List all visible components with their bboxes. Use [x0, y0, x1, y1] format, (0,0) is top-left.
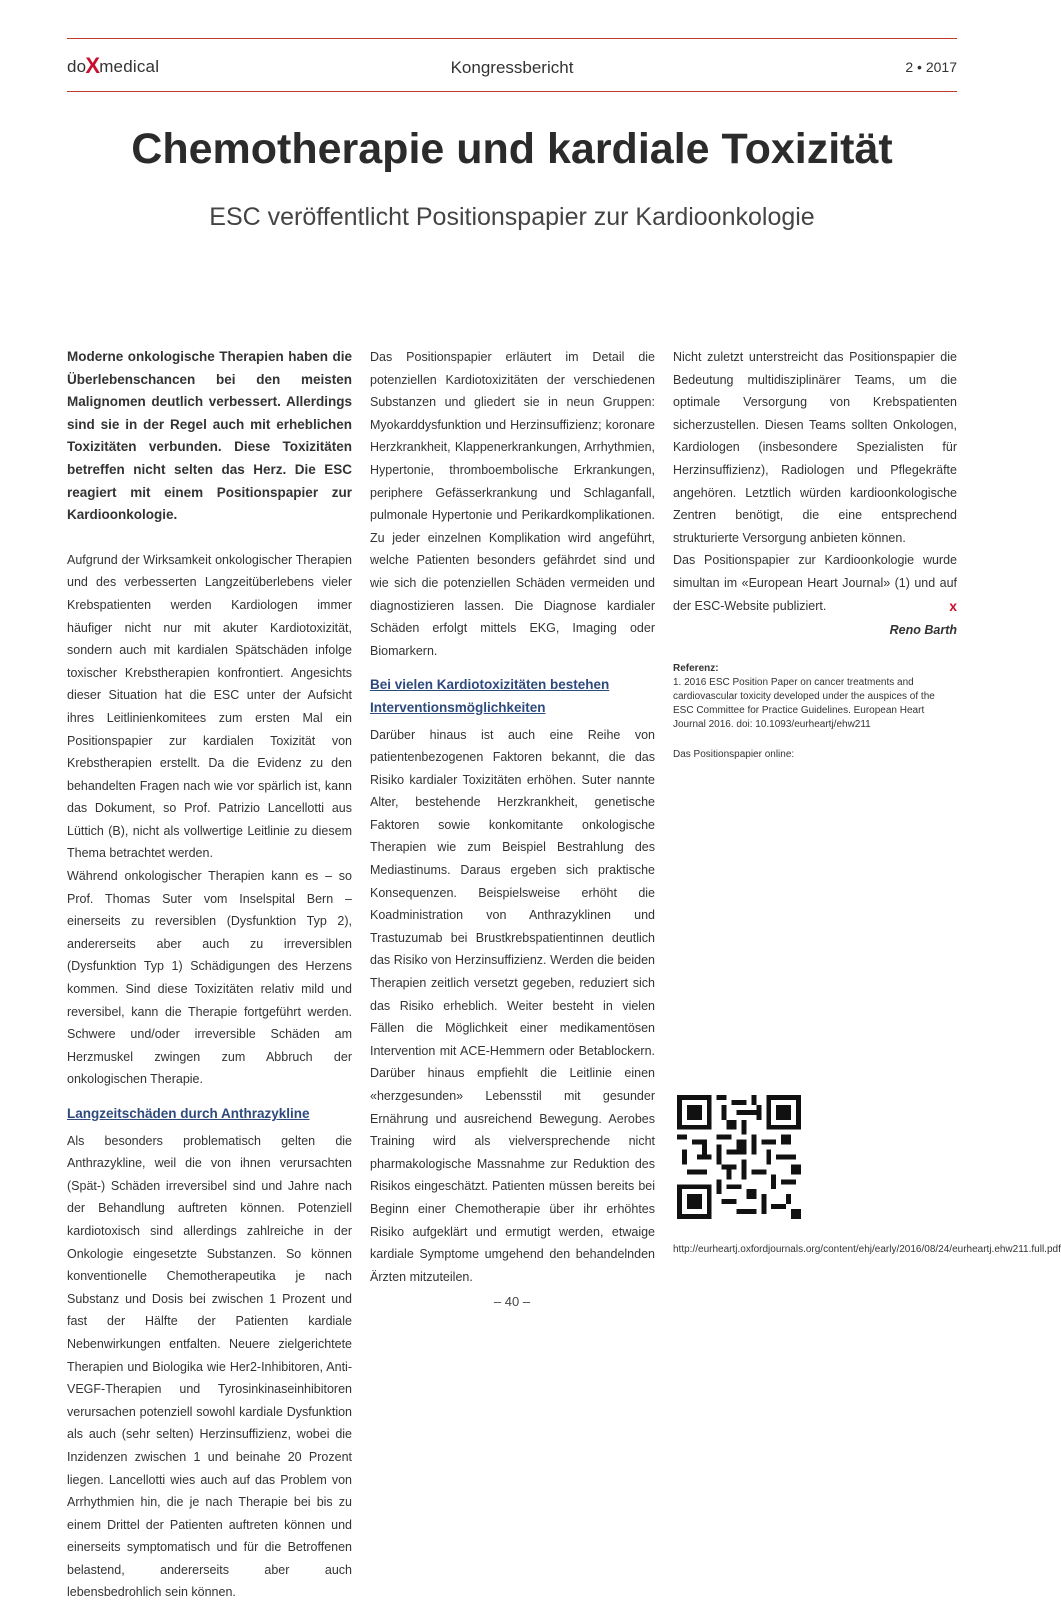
header-top-rule [67, 38, 957, 39]
column-1 [67, 346, 352, 1600]
article-subtitle: ESC veröffentlicht Positionspapier zur Kardioonkologie [209, 203, 815, 231]
column-3 [673, 346, 957, 762]
column-2 [370, 346, 655, 1284]
body-paragraph: Das Positionspapier erläutert im Detail die potenziellen Kardiotoxizitäten der verschiedenen Substanzen und gliedert sie in neun Gruppen: Myokarddysfunktion und Herzinsuffizienz; koronare Herzkrankheit, Klappenerkrankungen, Arrhythmien, Hypertonie, thromboembolische Erkrankungen, periphere Gefässerkrankung und Schlaganfall, pulmonale Hypertonie und Perikardkomplikationen. Zu jeder einzelnen Komplikation wird angeführt, welche Patienten besonders gefährdet sind und wie sich die potenziellen Schäden vermeiden und diagnostizieren lassen. Die Diagnose kardialer Schäden erfolgt mittels EKG, Imaging oder Biomarkern. [370, 350, 655, 658]
body-paragraph: Als besonders problematisch gelten die Anthrazykline, weil die von ihnen verursachten (Spät-) Schäden irreversibel sind und Jahre nach der Behandlung auftreten können. Potenziell kardiotoxisch sind allerdings zahlreiche in der Onkologie eingesetzte Substanzen. So können konventionelle Chemotherapeutika je nach Substanz und Dosis bei zwischen 1 Prozent und fast der Hälfte der Patienten kardiale Nebenwirkungen entfalten. Neuere zielgerichtete Therapien und Biologika wie Her2-Inhibitoren, Anti-VEGF-Therapien und Tyrosinkinaseinhibitoren verursachen potenziell sowohl kardiale Dysfunktion als auch (sehr selten) Herzinsuffizienz, wobei die Inzidenzen zwischen 1 und beinahe 20 Prozent liegen. Lancellotti wies auch auf das Problem von Arrhythmien hin, die je nach Therapie bei bis zu einem Drittel der Patienten auftreten können und einerseits symptomatisch und für die Betroffenen belastend, andererseits aber auch lebensbedrohlich sein können. [67, 1133, 352, 1600]
section-heading: Langzeitschäden durch Anthrazykline [67, 1106, 310, 1121]
author: Reno Barth [889, 623, 957, 638]
end-x-mark: x [949, 598, 957, 615]
logo-text-right: medical [99, 57, 160, 76]
logo-text-left: do [67, 57, 87, 76]
reference-text: 1. 2016 ESC Position Paper on cancer treatments and cardiovascular toxicity developed under the auspices of the ESC Committee for Practice Guidelines. European Heart Journal 2016. doi: 10.1093/eurheartj/ehw211 [673, 676, 935, 730]
qr-url-link[interactable]: http://eurheartj.oxfordjournals.org/content/ehj/early/2016/08/24/eurheartj.ehw211.full.pdf [673, 1244, 1061, 1255]
body-paragraph: Das Positionspapier zur Kardioonkologie wurde simultan im «European Heart Journal» (1) und auf der ESC-Website publiziert. [673, 553, 957, 613]
reference-block [673, 662, 957, 732]
body-paragraph: Nicht zuletzt unterstreicht das Positionspapier die Bedeutung multidisziplinärer Teams, um die optimale Versorgung von Krebspatienten sicherzustellen. Diesen Teams sollten Onkologen, Kardiologen (insbesondere Spezialisten für Herzinsuffizienz), Radiologen und Pflegekräfte angehören. Letztlich würden kardioonkologische Zentren benötigt, die eine entsprechend strukturierte Versorgung anbieten können. [673, 350, 957, 545]
issue-label: 2 • 2017 [905, 59, 957, 75]
qr-code-icon[interactable] [677, 1095, 801, 1219]
body-paragraph: Aufgrund der Wirksamkeit onkologischer Therapien und des verbesserten Langzeitüberlebens vieler Krebspatienten werden Kardiologen immer häufiger nicht nur mit akuter Kardiotoxizität, sondern auch mit kardialen Spätschäden infolge toxischer Krebstherapien konfrontiert. Angesichts dieser Situation hat die ESC unter der Aufsicht ihres Leitlinienkomitees zum ersten Mal ein Positionspapier zur kardialen Toxizität von Krebstherapien erstellt. Da die Evidenz zu den behandelten Fragen nach wie vor spärlich ist, kann das Dokument, so Prof. Patrizio Lancellotti aus Lüttich (B), nicht als vollwertige Leitlinie zu diesem Thema betrachtet werden. [67, 552, 352, 861]
article-title: Chemotherapie und kardiale Toxizität [131, 125, 893, 173]
body-paragraph: Darüber hinaus ist auch eine Reihe von patientenbezogenen Faktoren bekannt, die das Risiko kardialer Toxizitäten erhöhen. Suter nannte Alter, bestehende Herzkrankheit, genetische Faktoren sowie konkomitante onkologische Therapien wie zum Beispiel Bestrahlung des Mediastinums. Daraus ergeben sich praktische Konsequenzen. Beispielsweise erhöht die Koadministration von Anthrazyklinen und Trastuzumab bei Brustkrebspatientinnen deutlich das Risiko von Herzinsuffizienz. Werden die beiden Therapien zeitlich versetzt gegeben, reduziert sich das Risiko erheblich. Weiter besteht in vielen Fällen die Möglichkeit einer medikamentösen Intervention mit ACE-Hemmern oder Betablockern. Darüber hinaus empfiehlt die Leitlinie einen «herzgesunden» Lebensstil mit gesunder Ernährung und ausreichend Bewegung. Aerobes Training wird als vielversprechende nicht pharmakologische Massnahme zur Reduktion des Risikos eingeschätzt. Patienten müssen bereits bei Beginn einer Chemotherapie über ihr erhöhtes Risiko aufgeklärt und ermutigt werden, etwaige kardiale Symptome umgehend den behandelnden Ärzten mitzuteilen. [370, 727, 655, 1284]
header-bottom-rule [67, 91, 957, 92]
online-label: Das Positionspapier online: [673, 748, 795, 760]
reference-title: Referenz: [673, 662, 719, 674]
body-paragraph: Während onkologischer Therapien kann es – so Prof. Thomas Suter vom Inselspital Bern – einerseits zu reversiblen (Dysfunktion Typ 2), andererseits aber auch zu irreversiblen (Dysfunktion Typ 1) Schädigungen des Herzens kommen. Sind diese Toxizitäten relativ mild und reversibel, kann die Therapie fortgeführt werden. Schwere und/oder irreversible Schäden am Herzmuskel zwingen zum Abbruch der onkologischen Therapie. [67, 869, 352, 1087]
lead-paragraph: Moderne onkologische Therapien haben die Überlebenschancen bei den meisten Malignomen deutlich verbessert. Allerdings sind sie in der Regel auch mit erheblichen Toxizitäten verbunden. Diese Toxizitäten betreffen nicht selten das Herz. Die ESC reagiert mit einem Positionspapier zur Kardioonkologie. [67, 349, 352, 523]
page-number: – 40 – [493, 1294, 531, 1309]
section-heading: Bei vielen Kardiotoxizitäten bestehen Interventionsmöglichkeiten [370, 677, 610, 715]
logo-x-mark: X [85, 53, 101, 78]
section-label: Kongressbericht [450, 58, 574, 77]
